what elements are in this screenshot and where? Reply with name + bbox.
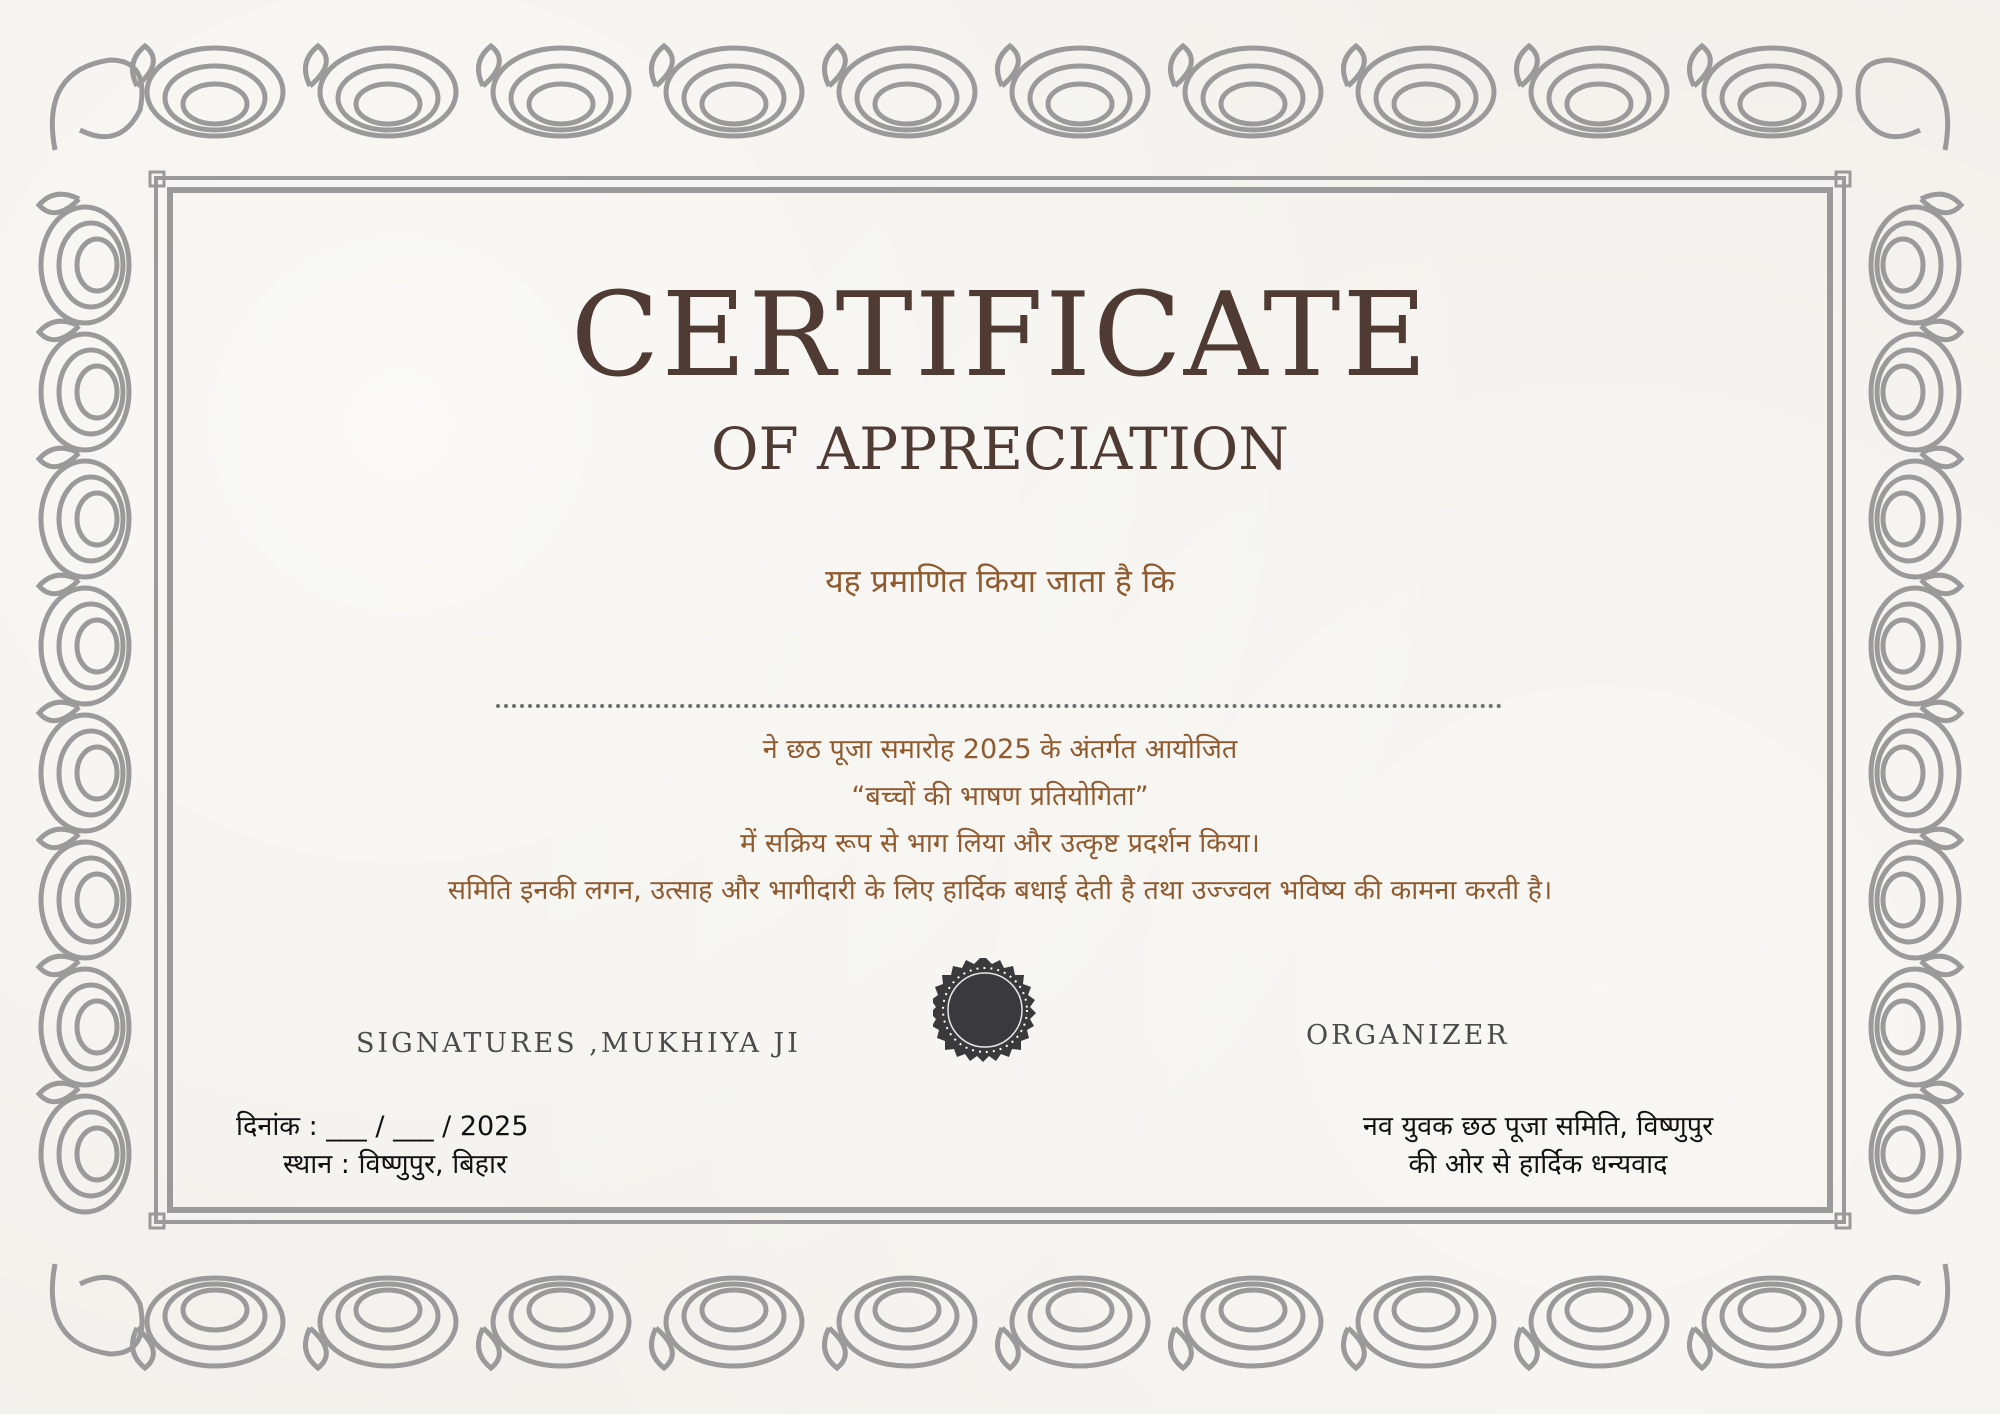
date-place-block <box>236 1108 529 1184</box>
certificate-title: CERTIFICATE <box>570 268 1430 403</box>
organizer-block <box>1268 1108 1808 1184</box>
body-line: समिति इनकी लगन, उत्साह और भागीदारी के लिए हार्दिक बधाई देती है तथा उज्ज्वल भविष्य की कामना करती है। <box>447 875 1553 906</box>
body-line: ने छठ पूजा समारोह 2025 के अंतर्गत आयोजित <box>762 734 1238 765</box>
seal-badge <box>933 958 1037 1062</box>
recipient-name-line <box>496 704 1502 708</box>
certificate-body <box>0 726 2000 914</box>
thanks-line: की ओर से हार्दिक धन्यवाद <box>1408 1149 1668 1180</box>
border-bottom-motifs <box>133 1278 1841 1368</box>
signature-label-mukhiya: SIGNATURES ,MUKHIYA JI <box>356 1028 801 1059</box>
place-line: स्थान : विष्णुपुर, बिहार <box>283 1149 508 1180</box>
date-line: दिनांक : ___ / ___ / 2025 <box>236 1111 529 1142</box>
certificate-subtitle: OF APPRECIATION <box>710 415 1290 483</box>
certify-intro-text: यह प्रमाणित किया जाता है कि <box>825 562 1175 600</box>
signature-label-organizer: ORGANIZER <box>1306 1020 1510 1051</box>
body-line: में सक्रिय रूप से भाग लिया और उत्कृष्ट प्रदर्शन किया। <box>740 828 1260 859</box>
organizer-name: नव युवक छठ पूजा समिति, विष्णुपुर <box>1362 1111 1714 1142</box>
body-line: “बच्चों की भाषण प्रतियोगिता” <box>851 781 1149 812</box>
border-top-motifs <box>133 46 1841 136</box>
